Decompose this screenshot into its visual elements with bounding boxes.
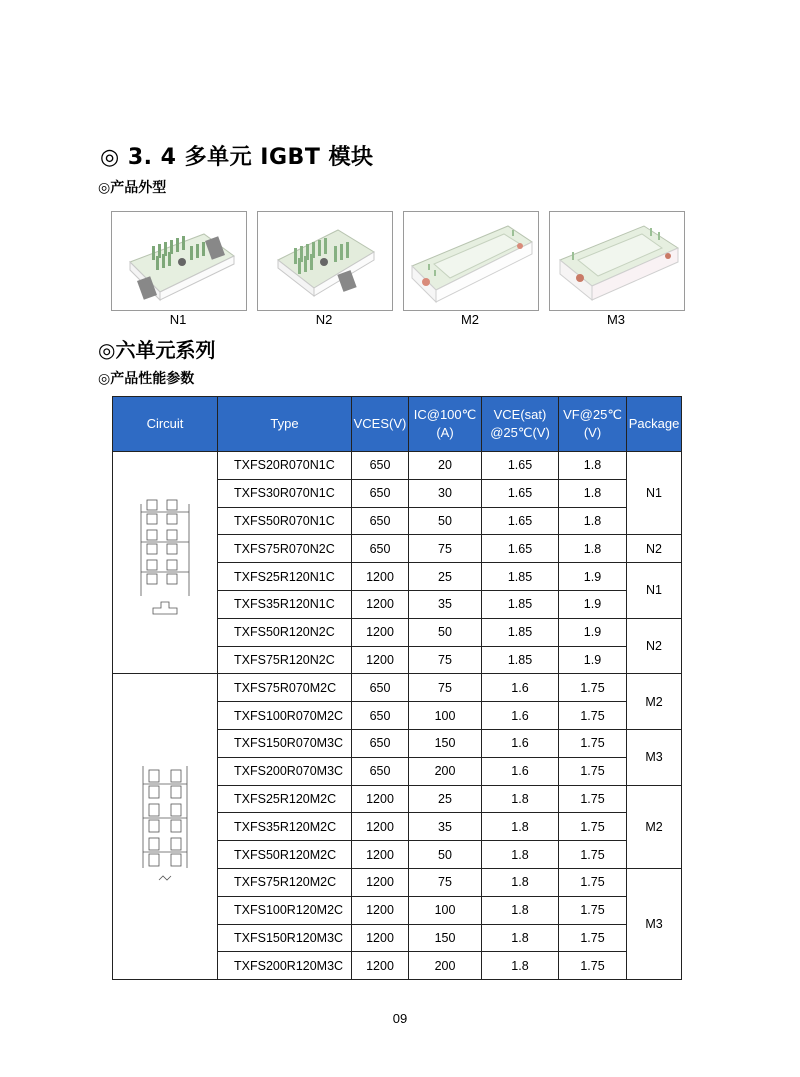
vces-cell: 650 <box>352 729 409 757</box>
type-cell: TXFS50R070N1C <box>218 507 352 535</box>
vces-cell: 1200 <box>352 785 409 813</box>
vce-cell: 1.8 <box>482 841 559 869</box>
package-cell: N1 <box>627 563 682 619</box>
ic-cell: 35 <box>409 813 482 841</box>
vf-cell: 1.9 <box>559 646 627 674</box>
module-photo-n1 <box>111 211 247 311</box>
vf-cell: 1.9 <box>559 590 627 618</box>
ic-cell: 200 <box>409 757 482 785</box>
ic-cell: 100 <box>409 896 482 924</box>
module-photo-n2 <box>257 211 393 311</box>
vf-cell: 1.75 <box>559 813 627 841</box>
table-header-row <box>113 397 682 452</box>
col-header-circuit: Circuit <box>113 397 218 452</box>
vces-cell: 1200 <box>352 618 409 646</box>
vf-cell: 1.75 <box>559 868 627 896</box>
ic-cell: 100 <box>409 702 482 730</box>
vce-cell: 1.65 <box>482 479 559 507</box>
table-row <box>113 674 682 702</box>
type-cell: TXFS35R120N1C <box>218 590 352 618</box>
vf-cell: 1.75 <box>559 729 627 757</box>
vce-cell: 1.65 <box>482 452 559 480</box>
ic-cell: 25 <box>409 563 482 591</box>
vce-cell: 1.8 <box>482 896 559 924</box>
vces-cell: 1200 <box>352 813 409 841</box>
vf-cell: 1.75 <box>559 924 627 952</box>
params-heading: ◎产品性能参数 <box>98 371 195 387</box>
vces-cell: 650 <box>352 452 409 480</box>
vce-cell: 1.6 <box>482 729 559 757</box>
appearance-heading: ◎产品外型 <box>98 180 167 196</box>
circuit-diagram-m <box>113 674 218 980</box>
page-number: 09 <box>392 1011 408 1026</box>
vce-cell: 1.65 <box>482 535 559 563</box>
vces-cell: 1200 <box>352 952 409 980</box>
photo-label-n1: N1 <box>169 312 187 327</box>
package-cell: N2 <box>627 535 682 563</box>
vf-cell: 1.8 <box>559 507 627 535</box>
spec-table <box>112 396 682 980</box>
type-cell: TXFS50R120N2C <box>218 618 352 646</box>
type-cell: TXFS100R120M2C <box>218 896 352 924</box>
type-cell: TXFS75R120N2C <box>218 646 352 674</box>
col-header-ic-line2: (A) <box>436 425 454 440</box>
type-cell: TXFS50R120M2C <box>218 841 352 869</box>
six-pack-circuit-icon <box>135 760 195 890</box>
ic-cell: 150 <box>409 729 482 757</box>
vce-cell: 1.6 <box>482 674 559 702</box>
vce-cell: 1.65 <box>482 507 559 535</box>
col-header-vce-line1: VCE(sat) <box>493 407 547 422</box>
type-cell: TXFS75R070M2C <box>218 674 352 702</box>
ic-cell: 25 <box>409 785 482 813</box>
vces-cell: 1200 <box>352 924 409 952</box>
vce-cell: 1.8 <box>482 813 559 841</box>
type-cell: TXFS150R120M3C <box>218 924 352 952</box>
type-cell: TXFS75R070N2C <box>218 535 352 563</box>
vces-cell: 1200 <box>352 563 409 591</box>
ic-cell: 20 <box>409 452 482 480</box>
ic-cell: 150 <box>409 924 482 952</box>
type-cell: TXFS35R120M2C <box>218 813 352 841</box>
module-photo-m3 <box>549 211 685 311</box>
type-cell: TXFS200R070M3C <box>218 757 352 785</box>
vf-cell: 1.8 <box>559 479 627 507</box>
ic-cell: 50 <box>409 507 482 535</box>
vce-cell: 1.8 <box>482 952 559 980</box>
vces-cell: 1200 <box>352 896 409 924</box>
type-cell: TXFS100R070M2C <box>218 702 352 730</box>
package-cell: N2 <box>627 618 682 674</box>
photo-label-n2: N2 <box>315 312 333 327</box>
module-photo-m2 <box>403 211 539 311</box>
vce-cell: 1.85 <box>482 646 559 674</box>
vces-cell: 1200 <box>352 590 409 618</box>
vces-cell: 650 <box>352 507 409 535</box>
vf-cell: 1.75 <box>559 702 627 730</box>
col-header-vf <box>559 397 627 452</box>
vf-cell: 1.75 <box>559 674 627 702</box>
vf-cell: 1.8 <box>559 535 627 563</box>
col-header-vce-line2: @25℃(V) <box>490 425 550 440</box>
vce-cell: 1.6 <box>482 757 559 785</box>
section-title: ◎ 3. 4 多单元 IGBT 模块 <box>100 145 374 170</box>
photo-label-m2: M2 <box>460 312 480 327</box>
vce-cell: 1.8 <box>482 785 559 813</box>
vf-cell: 1.9 <box>559 563 627 591</box>
type-cell: TXFS75R120M2C <box>218 868 352 896</box>
package-cell: M3 <box>627 729 682 785</box>
col-header-type: Type <box>218 397 352 452</box>
vces-cell: 650 <box>352 702 409 730</box>
vce-cell: 1.8 <box>482 924 559 952</box>
vce-cell: 1.85 <box>482 590 559 618</box>
product-photos <box>111 211 681 311</box>
vces-cell: 650 <box>352 535 409 563</box>
type-cell: TXFS150R070M3C <box>218 729 352 757</box>
col-header-ic-line1: IC@100℃ <box>413 407 477 422</box>
vce-cell: 1.85 <box>482 618 559 646</box>
ic-cell: 75 <box>409 535 482 563</box>
col-header-vf-line2: (V) <box>583 425 602 440</box>
vf-cell: 1.75 <box>559 785 627 813</box>
vf-cell: 1.75 <box>559 896 627 924</box>
ic-cell: 35 <box>409 590 482 618</box>
vf-cell: 1.75 <box>559 841 627 869</box>
package-cell: M2 <box>627 785 682 868</box>
vf-cell: 1.75 <box>559 757 627 785</box>
type-cell: TXFS25R120N1C <box>218 563 352 591</box>
series-title: ◎六单元系列 <box>98 338 216 362</box>
col-header-vf-line1: VF@25℃ <box>563 407 622 422</box>
ic-cell: 50 <box>409 841 482 869</box>
table-row <box>113 452 682 480</box>
package-cell: M2 <box>627 674 682 730</box>
ic-cell: 200 <box>409 952 482 980</box>
package-cell: N1 <box>627 452 682 535</box>
vces-cell: 650 <box>352 674 409 702</box>
ic-cell: 75 <box>409 674 482 702</box>
vce-cell: 1.6 <box>482 702 559 730</box>
vces-cell: 1200 <box>352 868 409 896</box>
vf-cell: 1.8 <box>559 452 627 480</box>
ic-cell: 50 <box>409 618 482 646</box>
vces-cell: 650 <box>352 479 409 507</box>
vce-cell: 1.8 <box>482 868 559 896</box>
col-header-ic <box>409 397 482 452</box>
package-cell: M3 <box>627 868 682 979</box>
type-cell: TXFS25R120M2C <box>218 785 352 813</box>
vces-cell: 1200 <box>352 841 409 869</box>
type-cell: TXFS200R120M3C <box>218 952 352 980</box>
vf-cell: 1.9 <box>559 618 627 646</box>
circuit-diagram-n <box>113 452 218 674</box>
ic-cell: 75 <box>409 646 482 674</box>
vf-cell: 1.75 <box>559 952 627 980</box>
ic-cell: 30 <box>409 479 482 507</box>
col-header-vce <box>482 397 559 452</box>
type-cell: TXFS20R070N1C <box>218 452 352 480</box>
photo-label-m3: M3 <box>606 312 626 327</box>
vce-cell: 1.85 <box>482 563 559 591</box>
col-header-vces: VCES(V) <box>352 397 409 452</box>
col-header-package: Package <box>627 397 682 452</box>
vces-cell: 650 <box>352 757 409 785</box>
type-cell: TXFS30R070N1C <box>218 479 352 507</box>
vces-cell: 1200 <box>352 646 409 674</box>
ic-cell: 75 <box>409 868 482 896</box>
six-pack-circuit-icon <box>135 496 195 626</box>
